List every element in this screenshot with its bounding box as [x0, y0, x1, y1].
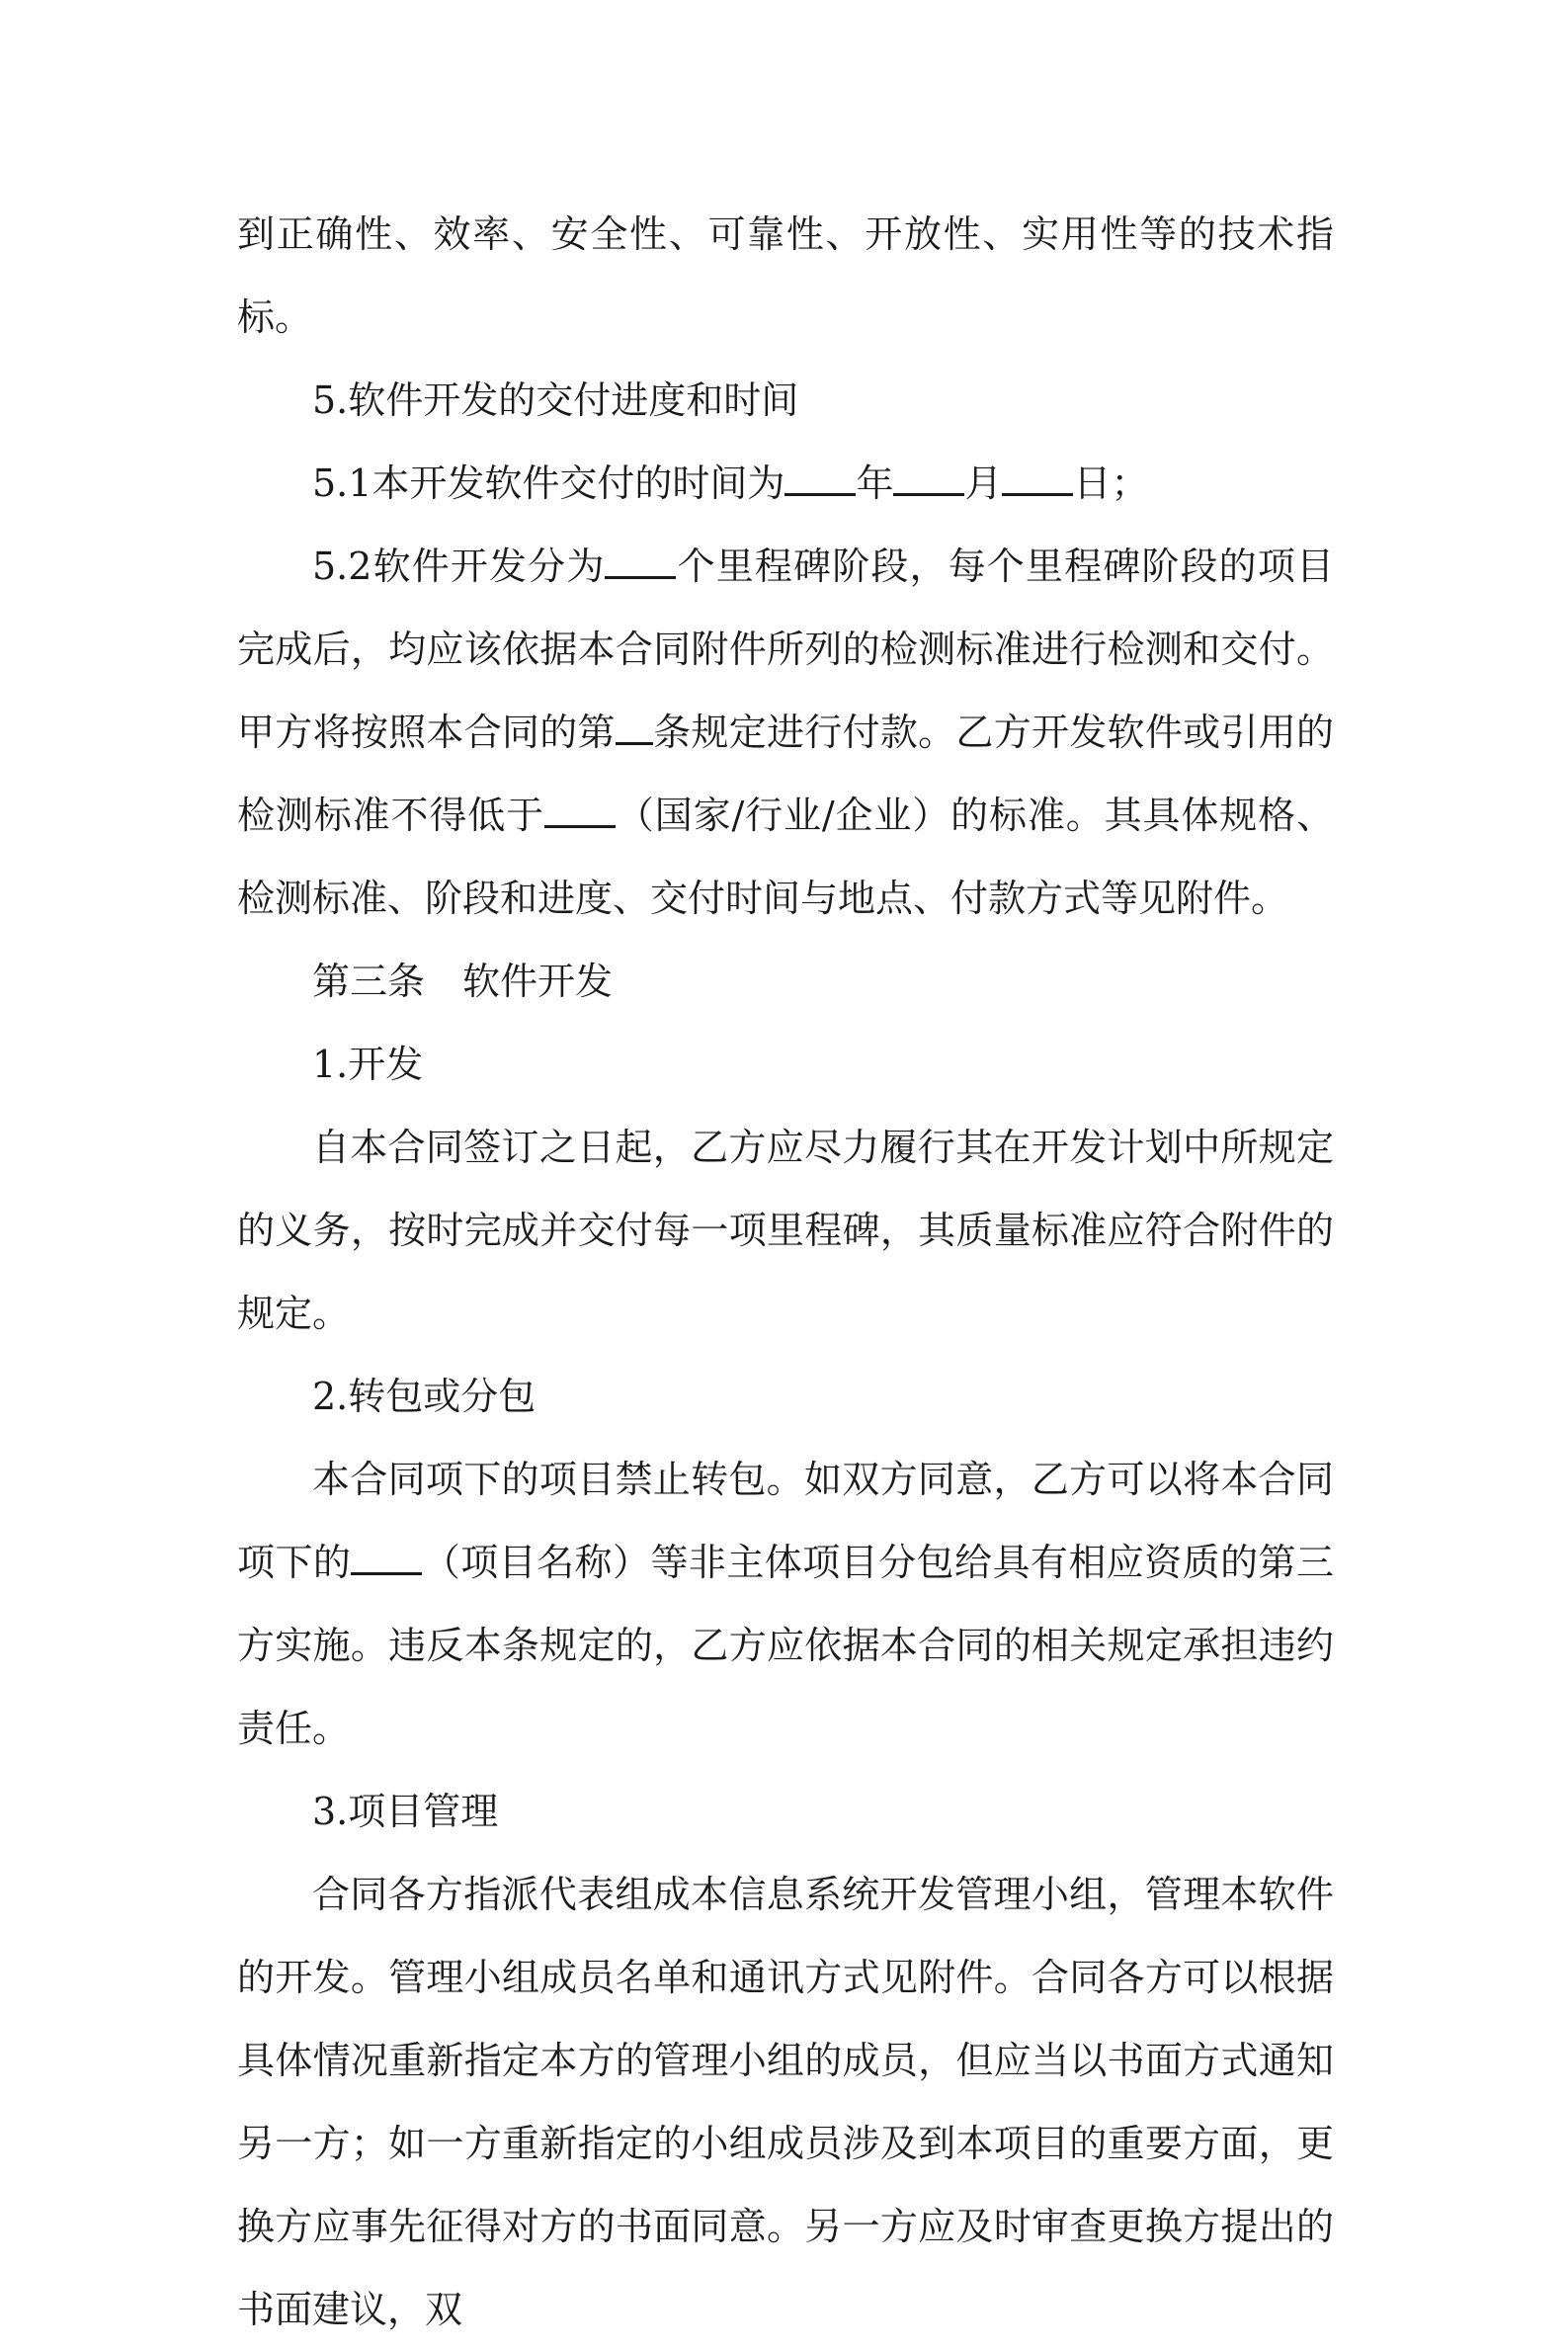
day-label: 日；	[1073, 462, 1149, 505]
clause-5-1	[237, 442, 1334, 525]
section-2-text-b: （项目名称）等非主体项目分包给具有相应资质的第三方实施。违反本条规定的，乙方应依据本合同的相关规定承担违约责任。	[237, 1541, 1334, 1750]
section-1-body: 自本合同签订之日起，乙方应尽力履行其在开发计划中所规定的义务，按时完成并交付每一项里程碑，其质量标准应符合附件的规定。	[237, 1126, 1334, 1335]
section-3-title: 3.项目管理	[312, 1790, 499, 1833]
clause-5-2	[237, 525, 1334, 940]
clause-5-2-text-d: （国家/行业/企业）的标准。其具体规格、检测标准、阶段和进度、交付时间与地点、付款方式等见附件。	[237, 794, 1334, 920]
section-1-title: 1.开发	[312, 1043, 424, 1086]
month-label: 月	[964, 462, 1003, 505]
section-2-body	[237, 1438, 1334, 1770]
article-3-number: 第三条	[312, 960, 426, 1003]
project-name-blank	[351, 1543, 422, 1575]
paragraph-continuation: 到正确性、效率、安全性、可靠性、开放性、实用性等的技术指标。	[237, 212, 1334, 339]
clause-5-2-text-c: 条规定进行付款。乙方开发软件或引用的检测标准不得低于	[237, 711, 1334, 837]
month-blank	[893, 463, 964, 496]
clause-5-title: 5.软件开发的交付进度和时间	[312, 378, 799, 422]
clause-5-2-text-b: 个里程碑阶段，每个里程碑阶段的项目完成后，均应该依据本合同附件所列的检测标准进行检测和交付。甲方将按照本合同的第	[237, 545, 1334, 754]
year-label: 年	[856, 462, 894, 505]
section-2-title: 2.转包或分包	[312, 1375, 536, 1418]
standard-level-blank	[544, 796, 616, 828]
article-3-title: 软件开发	[462, 960, 614, 1003]
section-2-text-a: 本合同项下的项目禁止转包。如双方同意，乙方可以将本合同项下的	[237, 1458, 1334, 1584]
article-number-blank	[616, 713, 653, 745]
clause-5-2-text-a: 5.2软件开发分为	[312, 545, 606, 588]
day-blank	[1002, 463, 1073, 496]
section-3-body: 合同各方指派代表组成本信息系统开发管理小组，管理本软件的开发。管理小组成员名单和通讯方式见附件。合同各方可以根据具体情况重新指定本方的管理小组的成员，但应当以书面方式通知另一方；如一方重新指定的小组成员涉及到本项目的重要方面，更换方应事先征得对方的书面同意。另一方应及时审查更换方提出的书面建议，双	[237, 1873, 1334, 2331]
clause-5-1-text: 5.1本开发软件交付的时间为	[312, 462, 785, 505]
article-3-heading	[237, 940, 1334, 1023]
document-body	[237, 193, 1334, 2351]
milestone-count-blank	[605, 546, 676, 579]
year-blank	[784, 463, 856, 496]
